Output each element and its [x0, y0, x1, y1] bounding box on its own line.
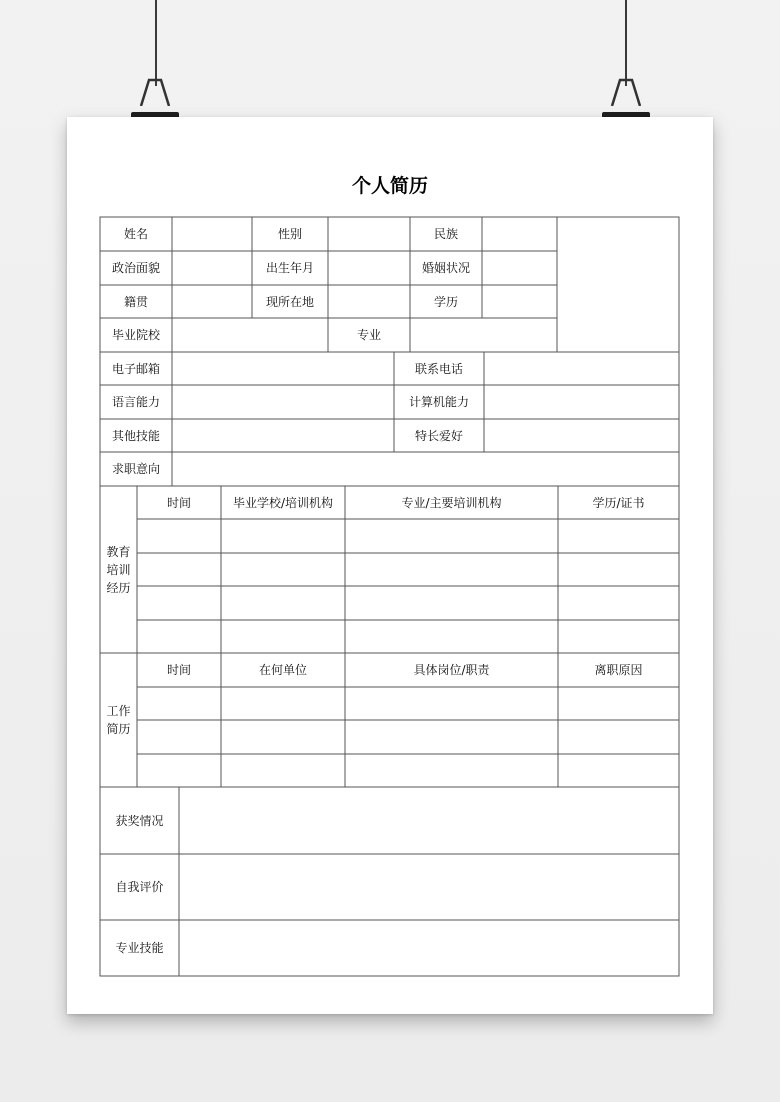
- political-status-field[interactable]: [172, 251, 252, 285]
- computer-field[interactable]: [484, 385, 679, 419]
- email-field[interactable]: [172, 352, 394, 385]
- resume-sheet: [67, 117, 713, 1014]
- marital-status-field[interactable]: [482, 251, 557, 285]
- professional-skills-field[interactable]: [179, 920, 679, 976]
- label-language: 语言能力: [111, 395, 160, 409]
- edu-header-major: 专业/主要培训机构: [401, 495, 502, 510]
- work-header-company: 在何单位: [258, 663, 307, 677]
- work-header-leave-reason: 离职原因: [594, 663, 643, 677]
- label-ethnicity: 民族: [433, 227, 458, 241]
- residence-field[interactable]: [328, 285, 410, 318]
- work-header-position: 具体岗位/职责: [413, 663, 490, 677]
- label-email: 电子邮箱: [111, 361, 160, 376]
- edu-header-certificate: 学历/证书: [592, 495, 645, 510]
- self-evaluation-field[interactable]: [179, 854, 679, 920]
- ethnicity-field[interactable]: [482, 217, 557, 251]
- label-school: 毕业院校: [111, 328, 160, 342]
- education-field[interactable]: [482, 285, 557, 318]
- education-section-label: 教育培训经历: [106, 544, 131, 595]
- name-field[interactable]: [172, 217, 252, 251]
- label-professional-skills: 专业技能: [115, 941, 164, 955]
- work-section-label: 工作简历: [106, 704, 131, 736]
- edu-header-time: 时间: [166, 495, 191, 510]
- school-field[interactable]: [172, 318, 328, 352]
- label-gender: 性别: [277, 227, 302, 241]
- gender-field[interactable]: [328, 217, 410, 251]
- label-birth-date: 出生年月: [265, 261, 314, 275]
- native-place-field[interactable]: [172, 285, 252, 318]
- work-header-time: 时间: [166, 663, 191, 677]
- page-title: 个人简历: [351, 175, 428, 197]
- label-phone: 联系电话: [414, 361, 463, 376]
- photo-box[interactable]: [557, 217, 679, 352]
- label-specialty: 特长爱好: [414, 428, 463, 443]
- label-marital-status: 婚姻状况: [421, 261, 470, 275]
- label-name: 姓名: [123, 227, 148, 241]
- label-residence: 现所在地: [265, 294, 314, 309]
- edu-header-school: 毕业学校/培训机构: [232, 495, 334, 510]
- major-field[interactable]: [410, 318, 557, 352]
- label-political-status: 政治面貌: [111, 261, 160, 275]
- awards-field[interactable]: [179, 787, 679, 854]
- label-education: 学历: [433, 294, 458, 309]
- hanging-wire-left: [155, 0, 157, 86]
- birth-date-field[interactable]: [328, 251, 410, 285]
- label-job-intention: 求职意向: [111, 462, 160, 476]
- label-self-evaluation: 自我评价: [115, 880, 164, 894]
- label-major: 专业: [356, 328, 381, 342]
- label-native-place: 籍贯: [123, 294, 148, 309]
- specialty-field[interactable]: [484, 419, 679, 452]
- language-field[interactable]: [172, 385, 394, 419]
- other-skills-field[interactable]: [172, 419, 394, 452]
- hanging-wire-right: [625, 0, 627, 86]
- label-other-skills: 其他技能: [111, 428, 160, 443]
- label-computer: 计算机能力: [408, 395, 469, 409]
- job-intention-field[interactable]: [172, 452, 679, 486]
- label-awards: 获奖情况: [115, 813, 164, 828]
- phone-field[interactable]: [484, 352, 679, 385]
